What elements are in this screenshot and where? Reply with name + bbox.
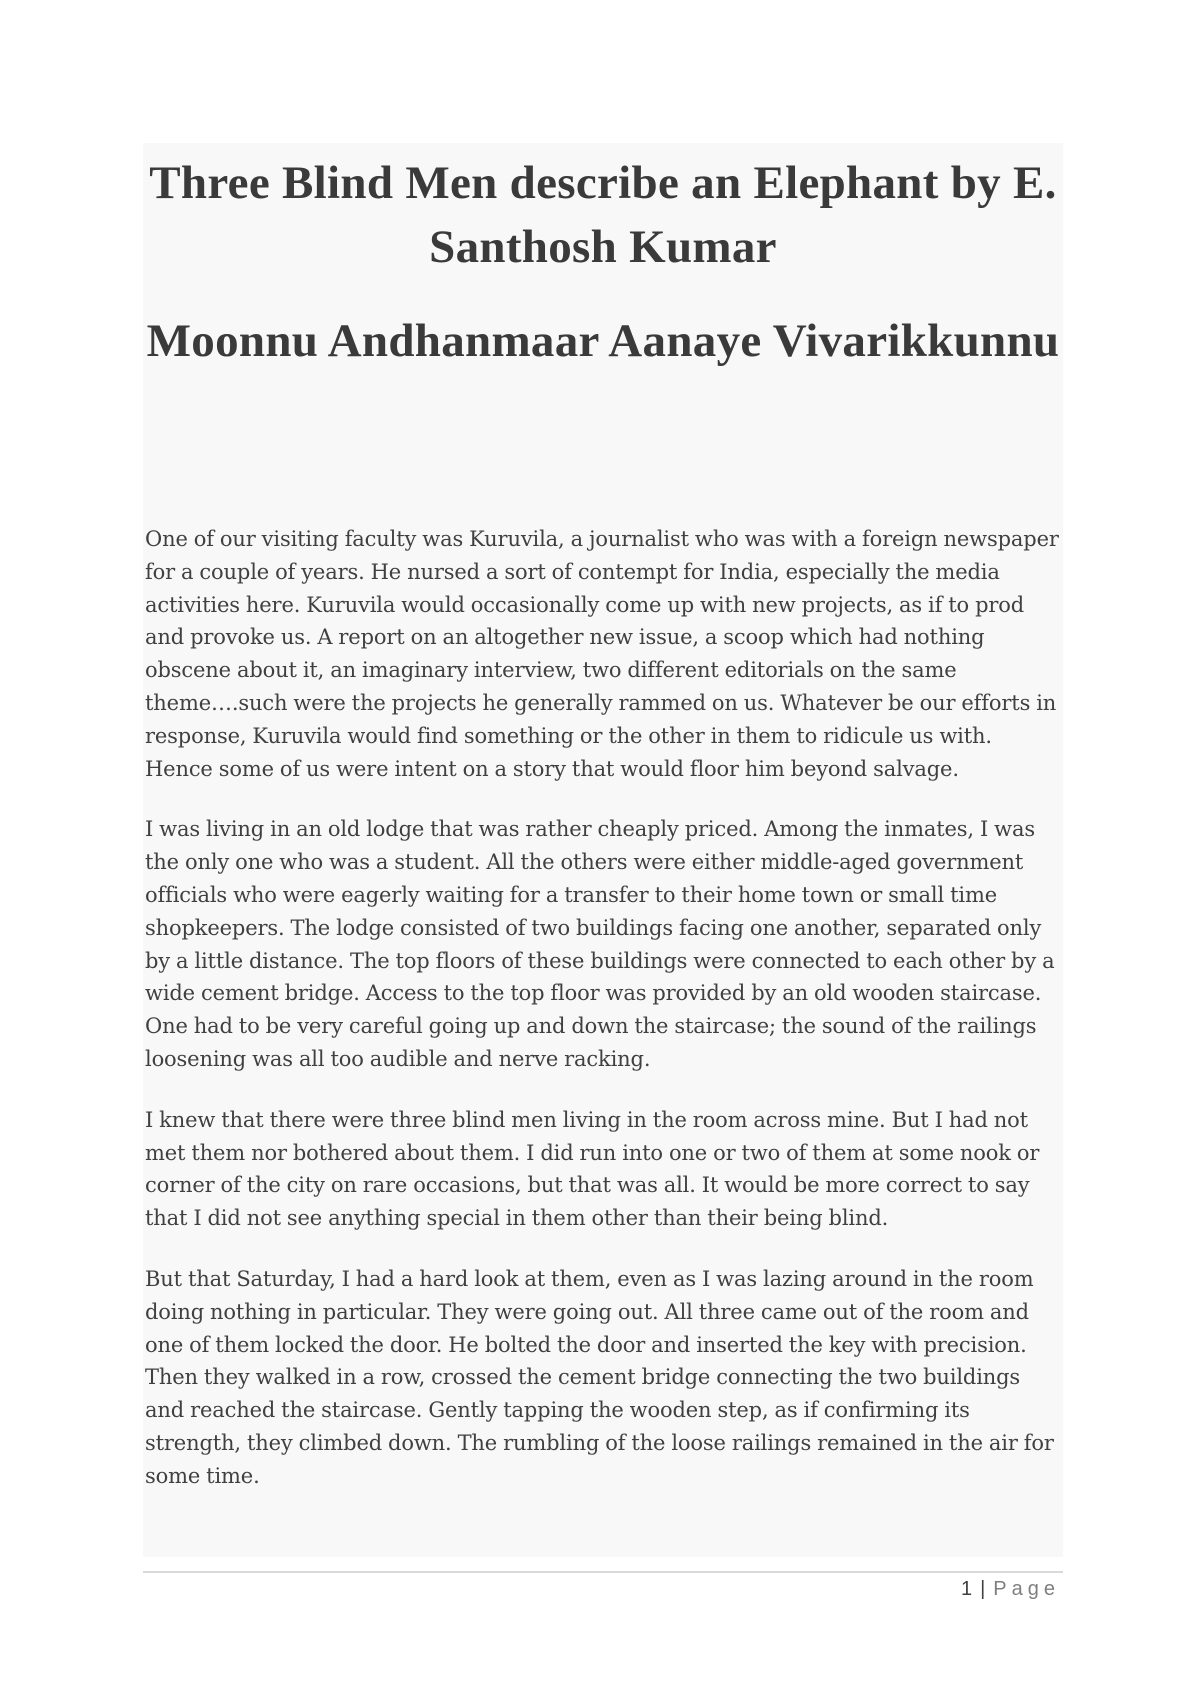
- footer-divider: [143, 1571, 1063, 1573]
- page-label: Page: [993, 1578, 1060, 1600]
- paragraph-2: I was living in an old lodge that was rather cheaply priced. Among the inmates, I was the only one who was a student. All the others were either middle-aged government officials who were eagerly waiting for a transfer to their home town or small time shopkeepers. The lodge consisted of two buildings facing one another, separated only by a little distance. The top floors of these buildings were connected to each other by a wide cement bridge. Access to the top floor was provided by an old wooden staircase. One had to be very careful going up and down the staircase; the sound of the railings loosening was all too audible and nerve racking.: [145, 817, 1055, 1071]
- document-title: Three Blind Men describe an Elephant by E. Santhosh Kumar: [149, 157, 1057, 273]
- footer-separator: |: [980, 1578, 986, 1600]
- document-body: [145, 523, 1065, 1521]
- page-number: 1: [960, 1578, 973, 1600]
- paragraph-4: But that Saturday, I had a hard look at them, even as I was lazing around in the room doing nothing in particular. They were going out. All three came out of the room and one of them locked the door. He bolted the door and inserted the key with precision. Then they walked in a row, crossed the cement bridge connecting the two buildings and reached the staircase. Gently tapping the wooden step, as if confirming its strength, they climbed down. The rumbling of the loose railings remained in the air for some time.: [145, 1266, 1054, 1488]
- paragraph-1: One of our visiting faculty was Kuruvila, a journalist who was with a foreign newspaper for a couple of years. He nursed a sort of contempt for India, especially the media activities here. Kuruvila would occasionally come up with new projects, as if to prod and provoke us. A report on an altogether new issue, a scoop which had nothing obscene about it, an imaginary interview, two different editorials on the same theme….such were the projects he generally rammed on us. Whatever be our efforts in response, Kuruvila would find something or the other in them to ridicule us with. Hence some of us were intent on a story that would floor him beyond salvage.: [145, 527, 1059, 781]
- paragraph-3: I knew that there were three blind men living in the room across mine. But I had not met them nor bothered about them. I did run into one or two of them at some nook or corner of the city on rare occasions, but that was all. It would be more correct to say that I did not see anything special in them other than their being blind.: [145, 1107, 1040, 1231]
- document-subtitle: Moonnu Andhanmaar Aanaye Vivarikkunnu: [146, 315, 1060, 367]
- document-content: [143, 143, 1063, 1557]
- page-footer: [961, 1578, 1060, 1601]
